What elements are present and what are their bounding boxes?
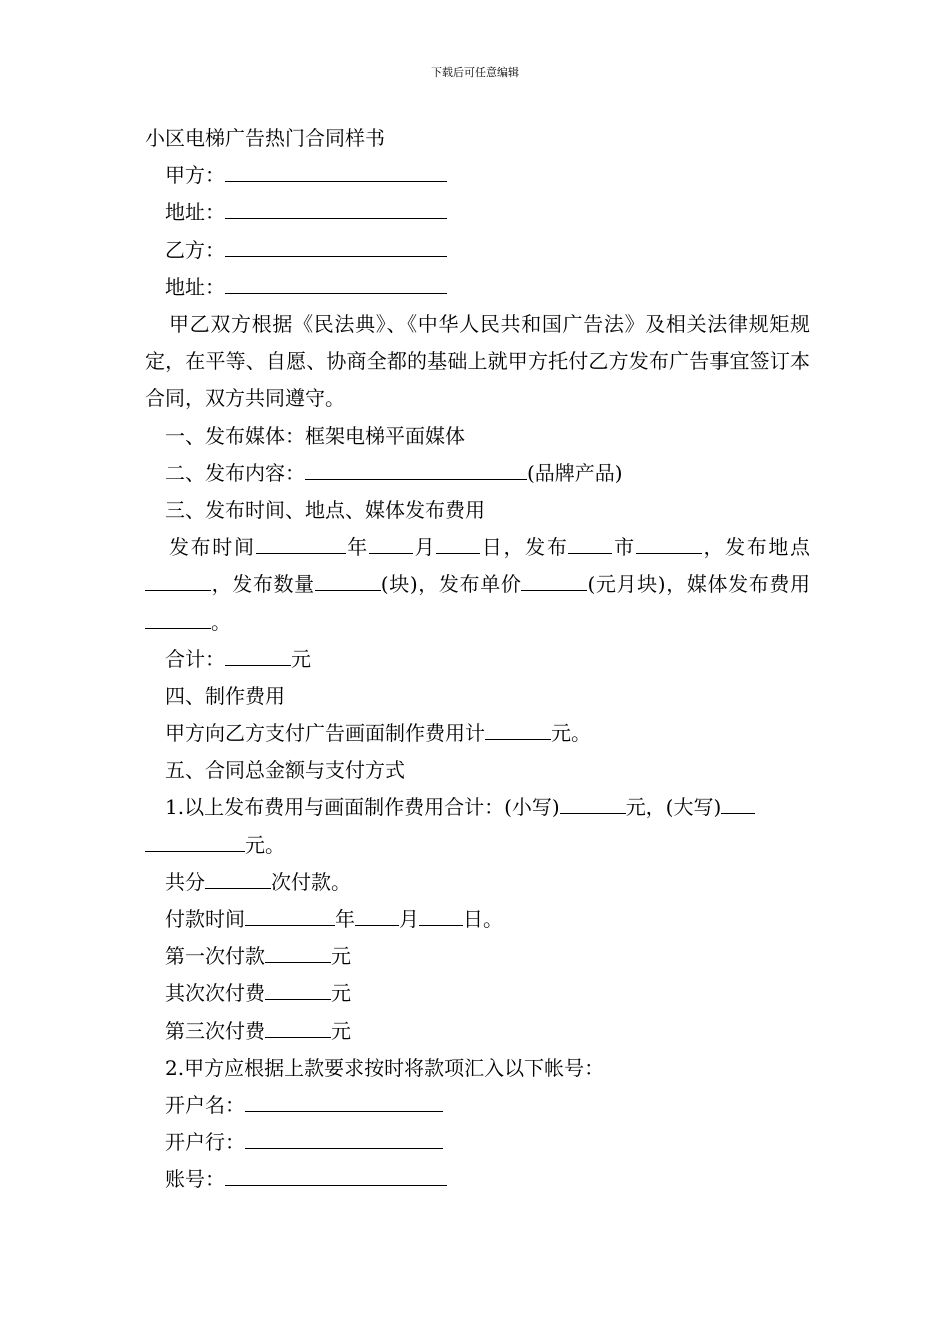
account-name-label: 开户名：	[165, 1092, 245, 1117]
total-amount-row-cont	[145, 827, 810, 864]
third-payment-unit: 元	[331, 1018, 351, 1043]
total-row	[145, 641, 810, 678]
blank-quantity	[315, 568, 381, 591]
payment-month-label: 月	[399, 907, 419, 932]
third-payment-label: 第三次付费	[165, 1018, 265, 1043]
production-fee-label: 甲方向乙方支付广告画面制作费用计	[165, 721, 485, 746]
installments-row	[145, 864, 810, 901]
text-period: 。	[211, 609, 231, 634]
installments-blank	[205, 866, 271, 889]
party-b-address-blank	[225, 271, 447, 294]
page-header-note: 下载后可任意编辑	[431, 66, 519, 79]
payment-time-blank	[245, 903, 335, 926]
blank-media-fee	[145, 606, 211, 629]
blank-unit-price	[521, 568, 587, 591]
amount-uppercase-blank-end	[145, 829, 245, 852]
party-a-address-blank	[225, 196, 447, 219]
amount-uppercase-blank-start	[721, 791, 755, 814]
payment-year-blank	[355, 903, 399, 926]
second-payment-row	[145, 975, 810, 1012]
installments-label: 共分	[165, 869, 205, 894]
first-payment-blank	[265, 940, 331, 963]
text-month: 月	[412, 535, 437, 560]
payment-month-blank	[419, 903, 463, 926]
party-b-label: 乙方：	[165, 237, 225, 262]
blank-location	[145, 568, 211, 591]
total-amount-label: 1.以上发布费用与画面制作费用合计：(小写)	[165, 795, 560, 820]
account-name-blank	[245, 1089, 443, 1112]
section-3-heading: 三、发布时间、地点、媒体发布费用	[165, 497, 485, 522]
payment-time-row	[145, 901, 810, 938]
section-2-suffix: (品牌产品)	[527, 460, 623, 485]
party-a-address-row	[145, 194, 810, 231]
party-a-blank	[225, 159, 447, 182]
total-blank	[225, 643, 291, 666]
section-2-label: 二、发布内容：	[165, 460, 305, 485]
bank-label: 开户行：	[165, 1130, 245, 1155]
total-label: 合计：	[165, 646, 225, 671]
blank-city-name	[636, 531, 702, 554]
first-payment-row	[145, 938, 810, 975]
party-a-row	[145, 157, 810, 194]
production-fee-unit: 元。	[551, 721, 591, 746]
content-blank	[305, 457, 527, 480]
third-payment-blank	[265, 1015, 331, 1038]
total-unit: 元	[291, 646, 311, 671]
blank-year	[369, 531, 413, 554]
text-quantity: ，发布数量	[211, 572, 315, 597]
production-fee-row	[145, 715, 810, 752]
contract-document	[145, 120, 810, 1199]
section-5-2: 2.甲方应根据上款要求按时将款项汇入以下帐号：	[165, 1055, 605, 1080]
section-4-heading: 四、制作费用	[165, 683, 285, 708]
party-a-label: 甲方：	[165, 163, 225, 188]
amount-uppercase-label: 元，(大写)	[625, 795, 722, 820]
amount-lowercase-blank	[560, 791, 626, 814]
blank-time	[256, 531, 346, 554]
section-3-paragraph	[145, 529, 810, 641]
account-name-row	[145, 1087, 810, 1124]
bank-row	[145, 1124, 810, 1161]
installments-suffix: 次付款。	[271, 869, 351, 894]
first-payment-unit: 元	[331, 944, 351, 969]
total-amount-row	[145, 789, 810, 826]
section-1-media: 一、发布媒体：框架电梯平面媒体	[165, 423, 465, 448]
contract-title: 小区电梯广告热门合同样书	[145, 126, 385, 150]
payment-time-label: 付款时间	[165, 907, 245, 932]
party-b-row	[145, 232, 810, 269]
payment-day-label: 日。	[463, 907, 503, 932]
text-location: ，发布地点	[701, 535, 811, 560]
party-b-address-label: 地址：	[165, 274, 225, 299]
second-payment-unit: 元	[331, 981, 351, 1006]
first-payment-label: 第一次付款	[165, 944, 265, 969]
section-2-content-row	[145, 455, 810, 492]
section-5-heading: 五、合同总金额与支付方式	[165, 758, 405, 783]
second-payment-blank	[265, 977, 331, 1000]
intro-paragraph: 甲乙双方根据《民法典》、《中华人民共和国广告法》及相关法律规矩规定，在平等、自愿、协商全都的基础上就甲方托付乙方发布广告事宜签订本合同，双方共同遵守。	[145, 311, 810, 411]
party-b-address-row	[145, 269, 810, 306]
party-b-blank	[225, 234, 447, 257]
amount-unit: 元。	[245, 832, 285, 857]
text-media-fee: (元月块)，媒体发布费用	[587, 572, 811, 597]
second-payment-label: 其次次付费	[165, 981, 265, 1006]
blank-city	[568, 531, 612, 554]
production-fee-blank	[485, 717, 551, 740]
bank-blank	[245, 1126, 443, 1149]
third-payment-row	[145, 1013, 810, 1050]
blank-month	[436, 531, 480, 554]
account-number-blank	[225, 1163, 447, 1186]
text-city: 市	[612, 535, 636, 560]
text-day-publish: 日，发布	[480, 535, 569, 560]
text-publish-time: 发布时间	[169, 535, 256, 560]
account-number-row	[145, 1161, 810, 1198]
account-number-label: 账号：	[165, 1167, 225, 1192]
payment-year-label: 年	[335, 907, 355, 932]
text-year: 年	[345, 535, 369, 560]
party-a-address-label: 地址：	[165, 200, 225, 225]
text-unit-price: (块)，发布单价	[380, 572, 522, 597]
